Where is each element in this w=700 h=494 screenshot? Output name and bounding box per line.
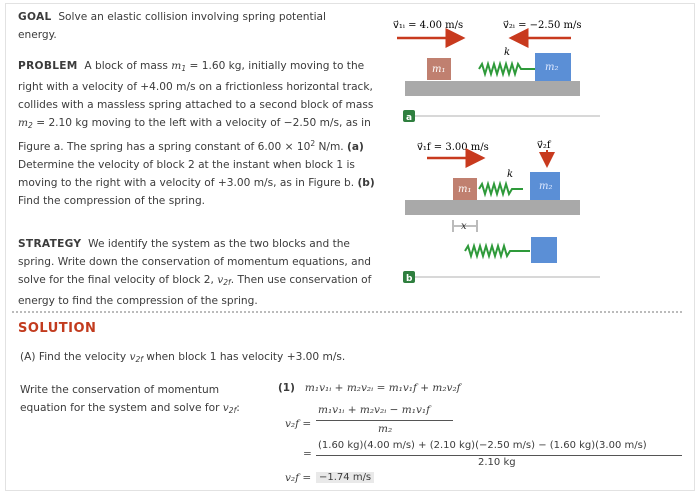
section-divider xyxy=(12,311,682,313)
solution-heading: SOLUTION xyxy=(18,321,97,336)
equation-2-lhs: v₂f = xyxy=(285,418,312,430)
v2f-subscript: 2f xyxy=(223,278,231,287)
problem-text-4: N/m. xyxy=(315,141,348,153)
fig-b-x-label: x xyxy=(461,221,467,232)
problem-paragraph xyxy=(18,57,376,210)
collision-figure xyxy=(385,0,700,310)
instruction-v-subscript: 2f xyxy=(228,406,237,415)
fig-b-uncompressed-spring xyxy=(465,246,530,256)
mass1-subscript: 1 xyxy=(181,64,187,73)
fig-a-v2-label: v⃗₂ᵢ = −2.50 m/s xyxy=(503,20,582,31)
fig-a-v1-label: v⃗₁ᵢ = 4.00 m/s xyxy=(393,20,464,31)
result-v2f: −1.74 m/s xyxy=(316,472,374,483)
goal-label: GOAL xyxy=(18,11,52,23)
fig-a-m2-label: m₂ xyxy=(545,62,559,73)
problem-text-2: = 1.60 kg, initially moving to the right with a velocity of +4.00 m/s on a frictionless horizontal track, collides with a massless spring attached to a second block of mass xyxy=(18,60,374,111)
equation-3-equals: = xyxy=(303,448,312,460)
fig-a-track xyxy=(405,81,580,96)
mass2-symbol: m xyxy=(18,117,29,129)
problem-text-3: = 2.10 kg moving to the left with a velocity of −2.50 m/s, as in Figure a. The spring has a spring constant of 6.00 × 10 xyxy=(18,117,371,153)
fig-a-spring xyxy=(479,64,535,74)
equation-2-numerator: m₁v₁ᵢ + m₂v₂ᵢ − m₁v₁f xyxy=(318,404,430,416)
fig-a-m1-label: m₁ xyxy=(432,64,446,75)
problem-text-1: A block of mass xyxy=(84,60,172,72)
equation-4-lhs: v₂f = xyxy=(285,472,312,484)
fig-b-badge-label: b xyxy=(406,274,413,284)
part-a-label: (a) xyxy=(347,141,364,153)
instruction-text-2: : xyxy=(236,402,240,414)
equation-number: (1) xyxy=(278,382,295,394)
v2f-symbol: v xyxy=(217,274,224,286)
mass1-symbol: m xyxy=(171,60,182,72)
part-a-v-subscript: 2f xyxy=(135,355,143,364)
problem-text-6: Find the compression of the spring. xyxy=(18,195,206,207)
fig-b-k-label: k xyxy=(507,169,514,180)
strategy-text-1: We identify the system as the two blocks and the spring. Write down the conservation of momentum equations, and solve for the final velocity of block 2, xyxy=(18,238,372,286)
equation-1 xyxy=(278,382,461,394)
fig-a-k-label: k xyxy=(504,47,511,58)
instruction-v-symbol: v xyxy=(222,402,229,414)
fig-a-badge-label: a xyxy=(406,113,413,123)
fig-b-track xyxy=(405,200,580,215)
problem-text-5: Determine the velocity of block 2 at the instant when block 1 is moving to the right with a velocity of +3.00 m/s, as in Figure b. xyxy=(18,159,358,189)
goal-text: Solve an elastic collision involving spring potential energy. xyxy=(18,11,326,41)
instruction-text-1: Write the conservation of momentum equation for the system and solve for xyxy=(20,384,223,414)
part-b-label: (b) xyxy=(357,177,375,189)
equation-2-fraction-bar xyxy=(316,420,453,421)
exponent: 2 xyxy=(310,139,316,148)
strategy-paragraph xyxy=(18,235,376,310)
fig-b-m2-label: m₂ xyxy=(539,181,553,192)
fig-b-m1-label: m₁ xyxy=(458,184,472,195)
strategy-text-2: . Then use conservation of energy to find the compression of the spring. xyxy=(18,274,372,307)
solution-instruction xyxy=(20,381,250,420)
goal-paragraph xyxy=(18,8,363,44)
equation-2-denominator: m₂ xyxy=(378,423,393,435)
strategy-label: STRATEGY xyxy=(18,238,82,250)
part-a-prompt-text-1: (A) Find the velocity xyxy=(20,351,130,363)
equation-3-numerator: (1.60 kg)(4.00 m/s) + (2.10 kg)(−2.50 m/s) − (1.60 kg)(3.00 m/s) xyxy=(318,440,647,451)
momentum-equation: m₁v₁ᵢ + m₂v₂ᵢ = m₁v₁f + m₂v₂f xyxy=(304,382,461,394)
fig-b-reference-block xyxy=(531,237,557,263)
problem-label: PROBLEM xyxy=(18,60,78,72)
part-a-prompt-text-2: when block 1 has velocity +3.00 m/s. xyxy=(142,351,346,363)
fig-b-v1-label: v⃗₁f = 3.00 m/s xyxy=(417,142,489,153)
equation-3-denominator: 2.10 kg xyxy=(478,457,516,468)
part-a-v-symbol: v xyxy=(129,351,136,363)
fig-b-spring xyxy=(479,184,523,194)
fig-b-v2-label: v⃗₂f xyxy=(537,140,551,151)
part-a-prompt xyxy=(20,348,440,369)
mass2-subscript: 2 xyxy=(28,121,33,130)
equation-4-result xyxy=(316,471,374,483)
equation-3-fraction-bar xyxy=(316,455,682,456)
